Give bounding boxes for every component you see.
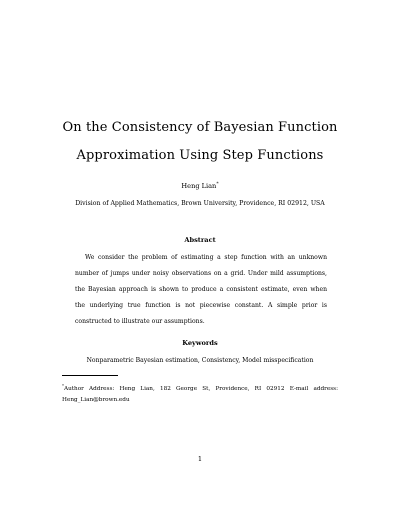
author-footnote-mark: * [216, 182, 219, 187]
author-name [0, 182, 400, 190]
abstract-line: constructed to illustrate our assumptions. [75, 318, 205, 325]
author-name-text: Heng Lian [181, 182, 217, 191]
footnote-line [62, 380, 338, 395]
paper-title-line-2: Approximation Using Step Functions [76, 148, 324, 163]
author-footnote [62, 380, 338, 406]
abstract-line: We consider the problem of estimating a step function with an unknown [85, 254, 327, 261]
keywords-heading: Keywords [182, 339, 218, 347]
footnote-email: Heng_Lian@brown.edu [62, 396, 130, 403]
abstract-heading: Abstract [184, 236, 216, 244]
page-number: 1 [197, 455, 203, 463]
author-affiliation: Division of Applied Mathematics, Brown University, Providence, RI 02912, USA [75, 200, 325, 207]
paper-title-line-1: On the Consistency of Bayesian Function [62, 120, 338, 135]
abstract-line: the underlying true function is not piecewise constant. A simple prior is [75, 302, 327, 309]
abstract-line: the Bayesian approach is shown to produce a consistent estimate, even when [75, 286, 327, 293]
footnote-rule [62, 375, 118, 376]
footnote-mark: * [62, 383, 64, 388]
abstract-body [75, 250, 327, 330]
abstract-line: number of jumps under noisy observations on a grid. Under mild assumptions, [75, 270, 327, 277]
keywords-list: Nonparametric Bayesian estimation, Consistency, Model misspecification [86, 357, 314, 364]
footnote-line-1-text: Author Address: Heng Lian, 182 George St, Providence, RI 02912 E-mail address: [64, 385, 338, 392]
